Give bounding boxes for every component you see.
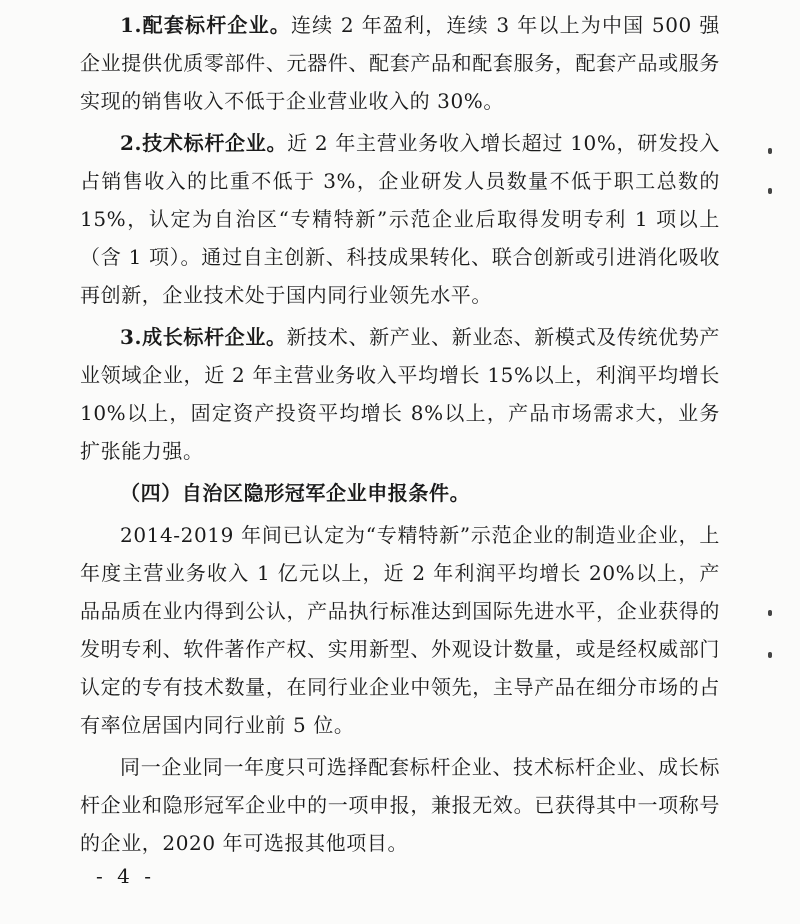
document-body <box>80 0 720 862</box>
item-3-paragraph <box>80 318 720 470</box>
item-2-paragraph <box>80 124 720 314</box>
item-3-text: 新技术、新产业、新业态、新模式及传统优势产业领域企业，近 2 年主营业务收入平均增长 15%以上，利润平均增长 10%以上，固定资产投资平均增长 8%以上，产品市场需求大，业务扩张能力强。 <box>80 325 721 463</box>
section-heading: （四）自治区隐形冠军企业申报条件。 <box>120 481 471 505</box>
scan-dot <box>768 148 772 154</box>
scan-dot <box>768 610 772 616</box>
item-3-lead: 3.成长标杆企业。 <box>120 325 287 349</box>
item-1-lead: 1.配套标杆企业。 <box>120 13 291 37</box>
closing-paragraph: 同一企业同一年度只可选择配套标杆企业、技术标杆企业、成长标杆企业和隐形冠军企业中的一项申报，兼报无效。已获得其中一项称号的企业，2020 年可选报其他项目。 <box>80 755 720 855</box>
item-1-text: 连续 2 年盈利，连续 3 年以上为中国 500 强企业提供优质零部件、元器件、配套产品和配套服务，配套产品或服务实现的销售收入不低于企业营业收入的 30%。 <box>80 13 720 113</box>
scan-dot <box>768 652 772 658</box>
item-2-lead: 2.技术标杆企业。 <box>120 131 288 155</box>
item-2-text: 近 2 年主营业务收入增长超过 10%，研发投入占销售收入的比重不低于 3%，企业研发人员数量不低于职工总数的 15%，认定为自治区“专精特新”示范企业后取得发明专利 1 项以上（含 1 项）。通过自主创新、科技成果转化、联合创新或引进消化吸收再创新，企业技术处于国内同行业领先水平。 <box>80 131 720 307</box>
scan-dot <box>768 188 772 194</box>
item-1-paragraph <box>80 0 720 120</box>
page-number: - 4 - <box>96 864 155 888</box>
section-paragraph: 2014-2019 年间已认定为“专精特新”示范企业的制造业企业，上年度主营业务收入 1 亿元以上，近 2 年利润平均增长 20%以上，产品品质在业内得到公认，产品执行标准达到国际先进水平，企业获得的发明专利、软件著作产权、实用新型、外观设计数量，或是经权威部门认定的专有技术数量，在同行业企业中领先，主导产品在细分市场的占有率位居国内同行业前 5 位。 <box>80 523 720 737</box>
